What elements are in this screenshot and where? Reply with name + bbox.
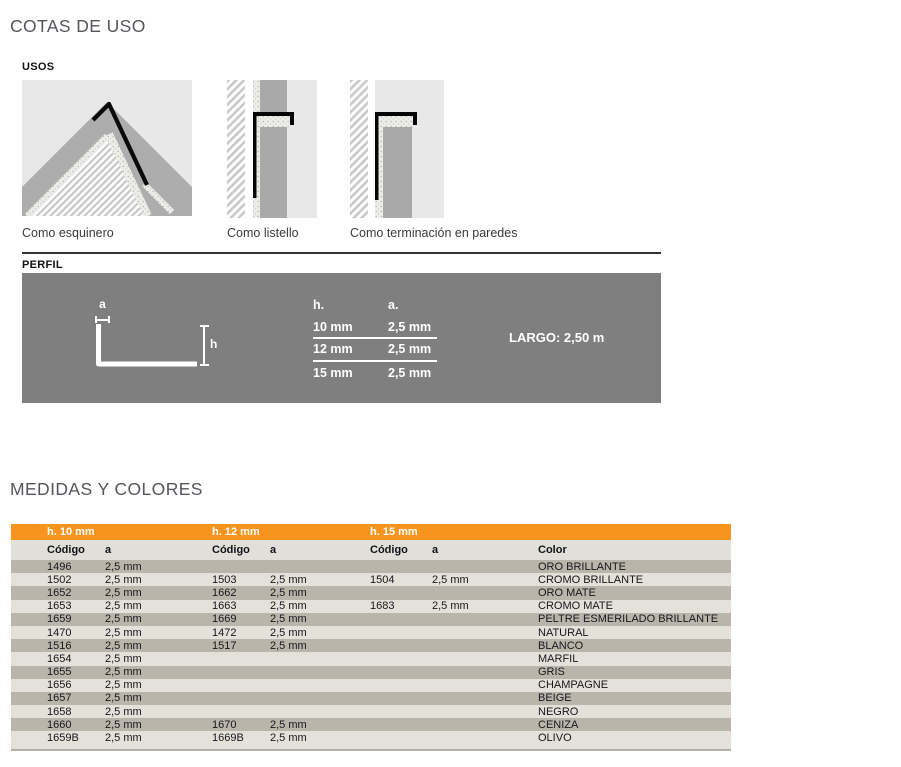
table-row (11, 573, 731, 586)
cell-codigo-h10: 1655 (47, 666, 72, 679)
dim-h-line-icon (203, 325, 205, 366)
perfil-table-header (313, 294, 437, 317)
cell-a-h12: 2,5 mm (270, 732, 307, 745)
largo-value: LARGO: 2,50 m (509, 330, 605, 345)
listello-diagram-icon (227, 80, 317, 218)
cell-codigo-h10: 1657 (47, 692, 72, 705)
cell-color-name: CROMO MATE (538, 600, 613, 613)
cell-color-name: NEGRO (538, 705, 579, 718)
cell-a-h10: 2,5 mm (105, 705, 142, 718)
cell-codigo-h10: 1652 (47, 586, 72, 599)
cell-codigo-h12: 1503 (212, 573, 237, 586)
medidas-rows (11, 560, 731, 745)
cell-a-h12: 2,5 mm (270, 613, 307, 626)
cell-a-h12: 2,5 mm (270, 586, 307, 599)
cell-codigo-h10: 1659B (47, 732, 79, 745)
cell-a-h10: 2,5 mm (105, 613, 142, 626)
cell-color-name: CENIZA (538, 718, 579, 731)
usos-label: USOS (22, 61, 55, 73)
cell-codigo-h12: 1662 (212, 586, 237, 599)
table-row (11, 560, 731, 573)
cell-a-h12: 2,5 mm (270, 573, 307, 586)
figure-caption-esquinero: Como esquinero (22, 226, 114, 240)
table-row (11, 731, 731, 744)
usage-diagram-esquinero (22, 80, 192, 218)
cell-a-h10: 2,5 mm (105, 666, 142, 679)
col-color: Color (538, 544, 567, 556)
cell-color-name: OLIVO (538, 732, 572, 745)
cell-codigo-h10: 1659 (47, 613, 72, 626)
cell-a-h15: 2,5 mm (432, 600, 469, 613)
cell-codigo-h12: 1670 (212, 718, 237, 731)
col-codigo-h15: Código (370, 544, 408, 556)
l-profile-drawing (94, 323, 202, 374)
dim-a-label: a (99, 297, 106, 311)
perfil-h-value: 15 mm (313, 365, 353, 380)
cell-color-name: PELTRE ESMERILADO BRILLANTE (538, 613, 719, 626)
table-row (11, 692, 731, 705)
col-codigo-h10: Código (47, 544, 85, 556)
usage-diagram-listello (227, 80, 317, 218)
cell-a-h10: 2,5 mm (105, 626, 142, 639)
perfil-col-a: a. (388, 298, 399, 313)
figure-caption-terminacion: Como terminación en paredes (350, 226, 518, 240)
table-row (11, 679, 731, 692)
section-divider (22, 252, 661, 254)
cell-codigo-h10: 1516 (47, 639, 72, 652)
medidas-column-header (11, 540, 731, 560)
perfil-a-value: 2,5 mm (388, 365, 432, 380)
cell-codigo-h10: 1653 (47, 600, 72, 613)
table-row (11, 600, 731, 613)
perfil-label: PERFIL (22, 259, 63, 271)
cell-a-h10: 2,5 mm (105, 732, 142, 745)
table-row (11, 652, 731, 665)
cell-color-name: MARFIL (538, 652, 579, 665)
perfil-table-row (313, 362, 437, 385)
cell-color-name: GRIS (538, 666, 565, 679)
perfil-h-value: 10 mm (313, 319, 353, 334)
cell-codigo-h10: 1656 (47, 679, 72, 692)
cell-color-name: ORO MATE (538, 586, 596, 599)
usage-diagram-terminacion (350, 80, 444, 218)
perfil-table-row (313, 317, 437, 340)
cell-a-h10: 2,5 mm (105, 692, 142, 705)
medidas-group-header (11, 524, 731, 540)
col-a-h10: a (105, 544, 112, 556)
l-profile-icon (94, 323, 202, 369)
perfil-a-value: 2,5 mm (388, 319, 432, 334)
esquinero-diagram-icon (22, 80, 192, 216)
cell-codigo-h12: 1663 (212, 600, 237, 613)
cell-color-name: CROMO BRILLANTE (538, 573, 644, 586)
group-h15-label: h. 15 mm (370, 526, 418, 538)
cell-codigo-h15: 1504 (370, 573, 395, 586)
cell-a-h10: 2,5 mm (105, 586, 142, 599)
group-h10-label: h. 10 mm (47, 526, 95, 538)
cell-color-name: CHAMPAGNE (538, 679, 609, 692)
cell-color-name: NATURAL (538, 626, 589, 639)
perfil-table-row (313, 339, 437, 362)
cell-color-name: BLANCO (538, 639, 584, 652)
cell-a-h10: 2,5 mm (105, 560, 142, 573)
table-row (11, 626, 731, 639)
cell-a-h12: 2,5 mm (270, 718, 307, 731)
perfil-col-h: h. (313, 298, 325, 313)
cell-a-h10: 2,5 mm (105, 652, 142, 665)
group-h12-label: h. 12 mm (212, 526, 260, 538)
cell-a-h12: 2,5 mm (270, 600, 307, 613)
cell-a-h10: 2,5 mm (105, 718, 142, 731)
section-title-cotas-de-uso: COTAS DE USO (10, 16, 146, 36)
cell-codigo-h10: 1470 (47, 626, 72, 639)
perfil-dimensions-table (313, 294, 437, 384)
cell-codigo-h10: 1502 (47, 573, 72, 586)
cell-codigo-h12: 1517 (212, 639, 237, 652)
perfil-panel (22, 273, 661, 403)
col-a-h15: a (432, 544, 439, 556)
cell-color-name: BEIGE (538, 692, 572, 705)
perfil-a-value: 2,5 mm (388, 342, 432, 357)
table-row (11, 705, 731, 718)
cell-a-h15: 2,5 mm (432, 573, 469, 586)
cell-a-h10: 2,5 mm (105, 573, 142, 586)
cell-a-h10: 2,5 mm (105, 679, 142, 692)
cell-codigo-h10: 1654 (47, 652, 72, 665)
table-row (11, 586, 731, 599)
table-row (11, 718, 731, 731)
col-a-h12: a (270, 544, 277, 556)
cell-a-h12: 2,5 mm (270, 626, 307, 639)
perfil-h-value: 12 mm (313, 342, 353, 357)
col-codigo-h12: Código (212, 544, 250, 556)
section-title-medidas-y-colores: MEDIDAS Y COLORES (10, 479, 203, 499)
cell-codigo-h15: 1683 (370, 600, 395, 613)
cell-codigo-h12: 1472 (212, 626, 237, 639)
cell-codigo-h10: 1496 (47, 560, 72, 573)
dim-h-label: h (210, 337, 218, 351)
medidas-table (11, 524, 731, 751)
table-row (11, 666, 731, 679)
cell-a-h10: 2,5 mm (105, 639, 142, 652)
cell-codigo-h12: 1669 (212, 613, 237, 626)
terminacion-diagram-icon (350, 80, 444, 218)
cell-color-name: ORO BRILLANTE (538, 560, 627, 573)
table-row (11, 613, 731, 626)
cell-codigo-h10: 1660 (47, 718, 72, 731)
dim-a-bracket-icon (95, 316, 110, 323)
cell-a-h12: 2,5 mm (270, 639, 307, 652)
cell-a-h10: 2,5 mm (105, 600, 142, 613)
cell-codigo-h10: 1658 (47, 705, 72, 718)
cell-codigo-h12: 1669B (212, 732, 244, 745)
table-row (11, 639, 731, 652)
figure-caption-listello: Como listello (227, 226, 299, 240)
